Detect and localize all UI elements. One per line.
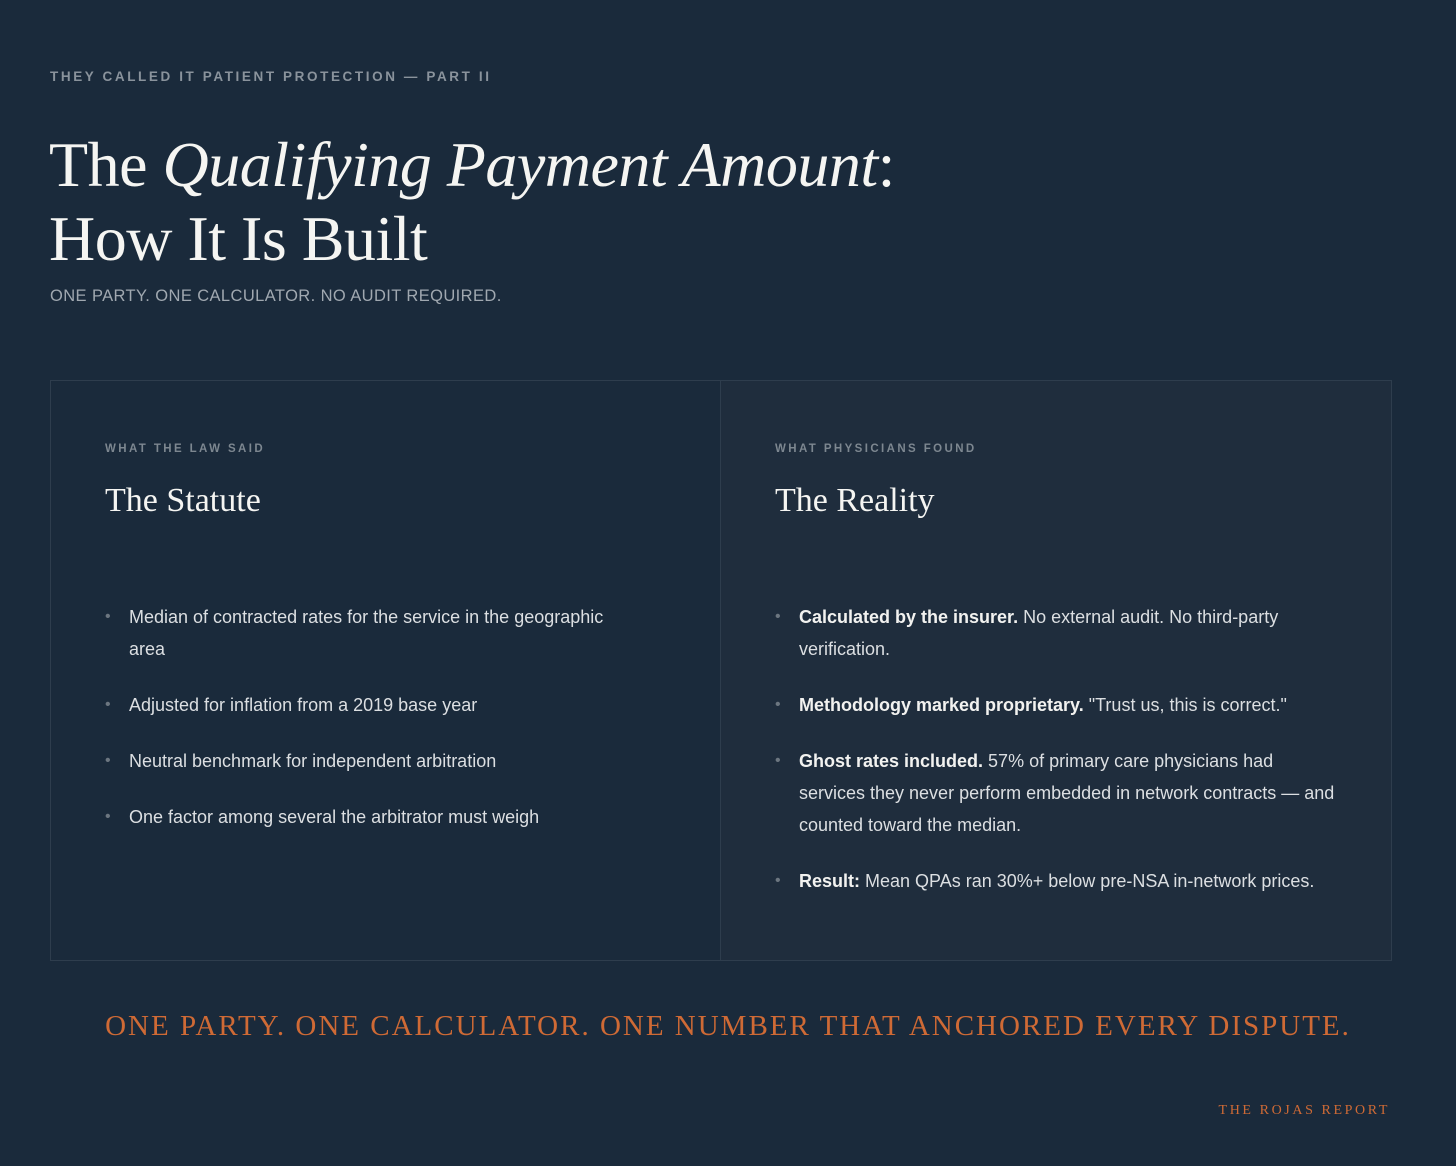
list-item	[775, 601, 1337, 665]
bullet-icon: •	[775, 608, 781, 625]
series-eyebrow: THEY CALLED IT PATIENT PROTECTION — PART II	[50, 69, 492, 84]
reality-heading: The Reality	[775, 482, 935, 519]
title-line-2: How It Is Built	[49, 203, 428, 274]
statute-eyebrow: WHAT THE LAW SAID	[105, 443, 266, 455]
bullet-text: Adjusted for inflation from a 2019 base year	[129, 695, 478, 715]
page-title	[49, 128, 895, 276]
page-subtitle: ONE PARTY. ONE CALCULATOR. NO AUDIT REQUIRED.	[50, 287, 502, 305]
list-item	[105, 745, 639, 777]
bullet-lead: Ghost rates included.	[799, 751, 984, 771]
bullet-icon: •	[105, 608, 111, 625]
bullet-icon: •	[775, 752, 781, 769]
bullet-icon: •	[105, 696, 111, 713]
list-item	[105, 601, 639, 665]
title-emphasis: Qualifying Payment Amount	[162, 129, 878, 200]
bullet-lead: Methodology marked proprietary.	[799, 695, 1084, 715]
bullet-icon: •	[105, 752, 111, 769]
list-item	[105, 689, 639, 721]
reality-eyebrow: WHAT PHYSICIANS FOUND	[775, 443, 977, 455]
bullet-text: No external audit. No third-party verification.	[799, 607, 1279, 659]
list-item	[775, 689, 1337, 721]
bullet-text: "Trust us, this is correct."	[1083, 695, 1287, 715]
bullet-text: 57% of primary care physicians had services they never perform embedded in network contracts — and counted toward the median.	[799, 751, 1335, 835]
title-prefix: The	[49, 129, 163, 200]
bullet-text: Neutral benchmark for independent arbitration	[129, 751, 497, 771]
bullet-icon: •	[105, 808, 111, 825]
comparison-panels	[50, 380, 1392, 961]
bullet-text: Mean QPAs ran 30%+ below pre-NSA in-network prices.	[860, 871, 1315, 891]
bullet-icon: •	[775, 696, 781, 713]
list-item	[775, 745, 1337, 841]
bullet-icon: •	[775, 872, 781, 889]
closing-tagline: ONE PARTY. ONE CALCULATOR. ONE NUMBER THAT ANCHORED EVERY DISPUTE.	[105, 1010, 1351, 1042]
bullet-text: Median of contracted rates for the service in the geographic area	[129, 607, 604, 659]
brand-signature: THE ROJAS REPORT	[1218, 1103, 1390, 1118]
list-item	[775, 865, 1337, 897]
statute-heading: The Statute	[105, 482, 261, 519]
statute-bullet-list	[105, 601, 666, 833]
reality-bullet-list	[775, 601, 1337, 897]
list-item	[105, 801, 639, 833]
statute-panel	[51, 381, 721, 960]
reality-panel	[721, 381, 1391, 960]
bullet-lead: Calculated by the insurer.	[799, 607, 1019, 627]
bullet-lead: Result:	[799, 871, 861, 891]
bullet-text: One factor among several the arbitrator must weigh	[129, 807, 540, 827]
title-suffix: :	[877, 129, 895, 200]
